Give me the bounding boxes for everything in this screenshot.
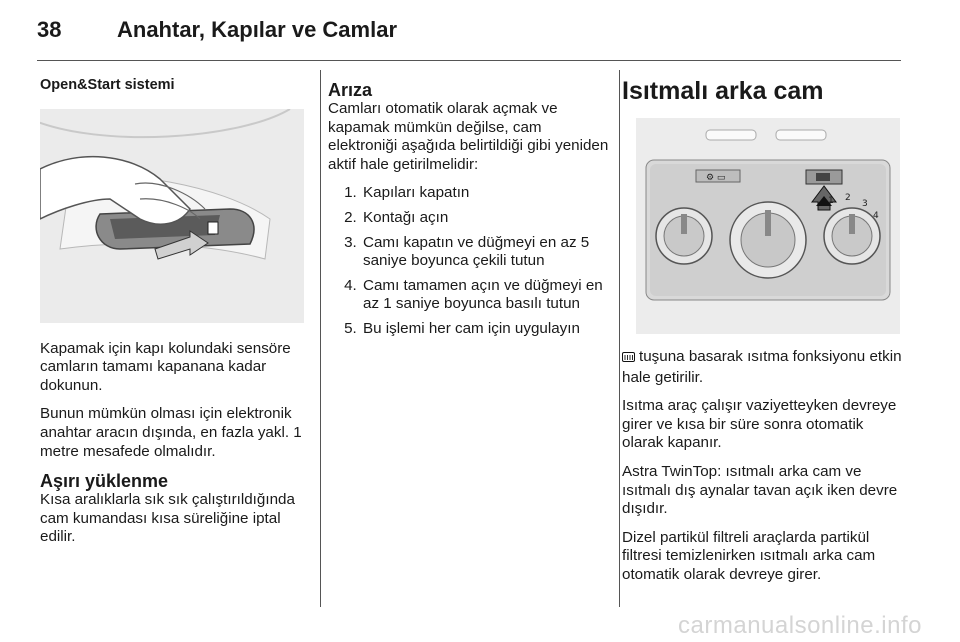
paragraph: Kapamak için kapı kolundaki sensöre camların tamamı kapanana kadar dokunun.	[40, 339, 291, 394]
paragraph: Kısa aralıklarla sık sık çalıştırıldığında cam kumandası kısa süreliğine iptal edilir.	[40, 491, 295, 546]
steps-list	[328, 184, 610, 338]
column-divider	[619, 70, 620, 607]
watermark: carmanualsonline.info	[678, 612, 922, 639]
climate-panel-figure	[636, 118, 900, 334]
dial-label: 3	[862, 199, 868, 209]
section-heading: Aşırı yüklenme	[40, 471, 169, 492]
dial-label: 1	[828, 196, 834, 206]
column-divider	[320, 70, 321, 607]
paragraph: Astra TwinTop: ısıtmalı arka cam ve ısıtmalı dış aynalar tavan açık iken devre dışıdır.	[622, 462, 898, 518]
left-column	[40, 76, 308, 557]
list-item: 3. Camı kapatın ve düğmeyi en az 5 saniye boyunca çekili tutun	[361, 234, 610, 271]
page-number: 38	[37, 17, 62, 42]
middle-column	[328, 76, 610, 345]
climate-panel-illustration	[636, 118, 900, 334]
paragraph: Camları otomatik olarak açmak ve kapamak mümkün değilse, cam elektroniği aşağıda belirtildiği gibi yeniden aktif hale getirilmelidir:	[328, 100, 609, 173]
section-heading: Arıza	[328, 80, 373, 100]
paragraph: Isıtma araç çalışır vaziyetteyken devreye girer ve kısa bir süre sonra otomatik olarak kapanır.	[622, 397, 897, 452]
header-divider	[37, 60, 901, 61]
section-label: Open&Start sistemi	[40, 77, 175, 93]
list-item: 4. Camı tamamen açın ve düğmeyi en az 1 saniye boyunca basılı tutun	[361, 277, 610, 314]
list-item: 5. Bu işlemi her cam için uygulayın	[361, 320, 610, 339]
dial-label: 4	[873, 211, 879, 221]
door-handle-illustration	[40, 109, 304, 323]
page-title: Anahtar, Kapılar ve Camlar	[117, 17, 398, 42]
svg-text:⚙ ▭: ⚙ ▭	[706, 173, 726, 183]
paragraph-text: tuşuna basarak ısıtma fonksiyonu etkin hale getirilir.	[622, 348, 902, 386]
list-item: 1. Kapıları kapatın	[361, 184, 610, 203]
door-handle-figure	[40, 109, 304, 323]
section-heading: Isıtmalı arka cam	[622, 77, 824, 105]
dial-label: 2	[845, 193, 851, 203]
paragraph: Bunun mümkün olması için elektronik anahtar aracın dışında, en fazla yakl. 1 metre mesafede olmalıdır.	[40, 405, 302, 460]
right-column	[622, 76, 902, 595]
paragraph: Dizel partikül filtreli araçlarda partikül filtresi temizlenirken ısıtmalı arka cam otomatik olarak devreye girer.	[622, 528, 876, 583]
paragraph	[622, 348, 902, 387]
rear-window-heating-icon	[622, 350, 635, 369]
list-item: 2. Kontağı açın	[361, 209, 610, 228]
